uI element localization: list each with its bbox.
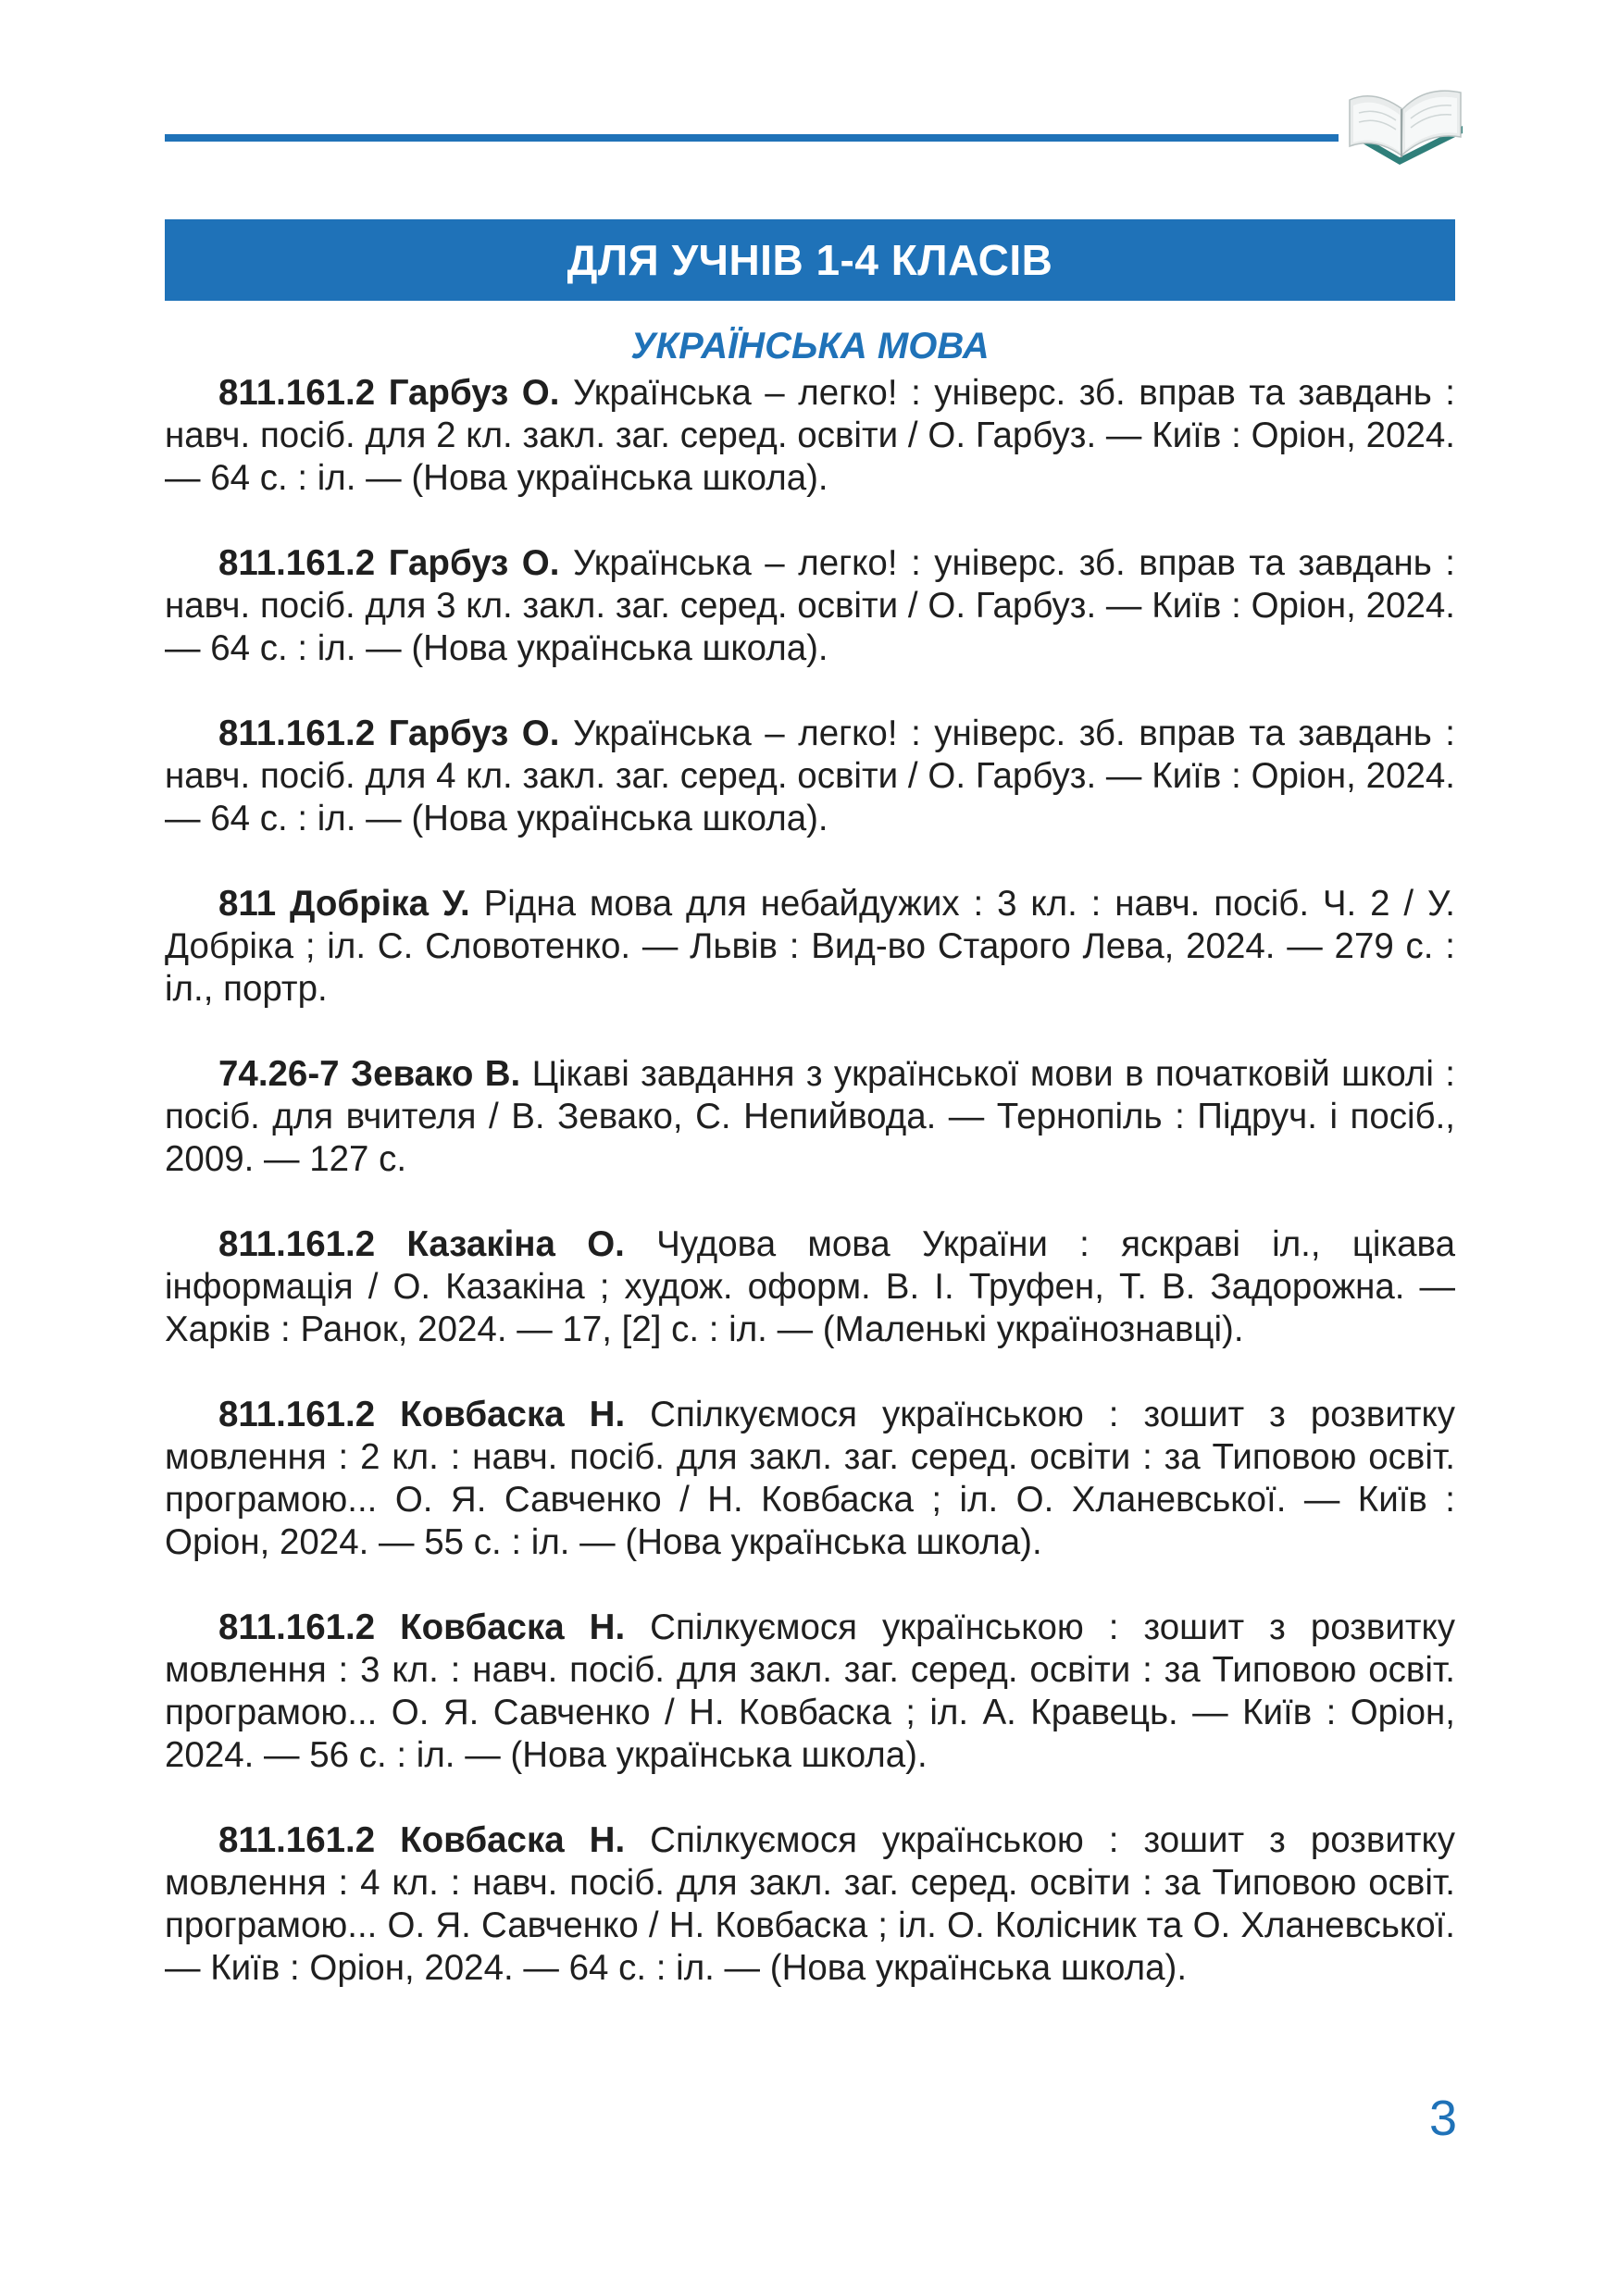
entry-text: Спілкуємося українською : зошит з розвитку мовлення : 4 кл. : навч. посіб. для закл. заг. серед. освіти : за Типовою освіт. програмою... О. Я. Савченко / Н. Ковбаска ; іл. О. Колісник та О. Хланевської. — Київ : Оріон, 2024. — 64 с. : іл. — (Нова українська школа).	[165, 1820, 1455, 1988]
header-rule	[165, 134, 1339, 142]
bibliography-entry	[165, 372, 1455, 500]
bibliography-entry	[165, 542, 1455, 670]
entry-text: Спілкуємося українською : зошит з розвитку мовлення : 2 кл. : навч. посіб. для закл. заг. серед. освіти : за Типовою освіт. програмою... О. Я. Савченко / Н. Ковбаска ; іл. О. Хланевської. — Київ : Оріон, 2024. — 55 с. : іл. — (Нова українська школа).	[165, 1395, 1455, 1562]
page-number: 3	[1428, 2091, 1457, 2146]
bibliography-entry	[165, 1394, 1455, 1564]
bibliography-entry	[165, 1053, 1455, 1181]
entry-heading: 811.161.2 Гарбуз О.	[218, 373, 560, 413]
entry-heading: 74.26-7 Зевако В.	[218, 1054, 521, 1094]
entry-text: Українська – легко! : універс. зб. вправ та завдань : навч. посіб. для 3 кл. закл. заг. серед. освіти / О. Гарбуз. — Київ : Оріон, 2024. — 64 с. : іл. — (Нова українська школа).	[165, 543, 1455, 668]
entry-heading: 811.161.2 Гарбуз О.	[218, 714, 560, 753]
subsection-title: УКРАЇНСЬКА МОВА	[630, 326, 990, 366]
bibliography-entry	[165, 713, 1455, 840]
entry-text: Українська – легко! : універс. зб. вправ та завдань : навч. посіб. для 2 кл. закл. заг. серед. освіти / О. Гарбуз. — Київ : Оріон, 2024. — 64 с. : іл. — (Нова українська школа).	[165, 373, 1455, 498]
entry-heading: 811 Добріка У.	[218, 884, 470, 924]
entry-heading: 811.161.2 Ковбаска Н.	[218, 1607, 626, 1647]
entry-heading: 811.161.2 Ковбаска Н.	[218, 1820, 626, 1860]
entry-text: Цікаві завдання з української мови в початковій школі : посіб. для вчителя / В. Зевако, С. Непийвода. — Тернопіль : Підруч. і посіб., 2009. — 127 с.	[165, 1054, 1455, 1179]
entry-text: Рідна мова для небайдужих : 3 кл. : навч. посіб. Ч. 2 / У. Добріка ; іл. С. Словотенко. — Львів : Вид-во Старого Лева, 2024. — 279 с. : іл., портр.	[165, 884, 1455, 1009]
entry-text: Чудова мова України : яскраві іл., цікава інформація / О. Казакіна ; худож. оформ. В. І. Труфен, Т. В. Задорожна. — Харків : Ранок, 2024. — 17, [2] с. : іл. — (Маленькі українознавці).	[165, 1224, 1455, 1349]
entry-heading: 811.161.2 Ковбаска Н.	[218, 1395, 626, 1434]
entry-text: Спілкуємося українською : зошит з розвитку мовлення : 3 кл. : навч. посіб. для закл. заг. серед. освіти : за Типовою освіт. програмою... О. Я. Савченко / Н. Ковбаска ; іл. А. Кравець. — Київ : Оріон, 2024. — 56 с. : іл. — (Нова українська школа).	[165, 1607, 1455, 1775]
bibliography-entry	[165, 883, 1455, 1011]
open-book-icon	[1333, 72, 1472, 174]
entry-heading: 811.161.2 Гарбуз О.	[218, 543, 560, 583]
bibliography-entry	[165, 1819, 1455, 1990]
bibliography-entry	[165, 1223, 1455, 1351]
bibliography-entry	[165, 1607, 1455, 1777]
entry-heading: 811.161.2 Казакіна О.	[218, 1224, 625, 1264]
entry-text: Українська – легко! : універс. зб. вправ та завдань : навч. посіб. для 4 кл. закл. заг. серед. освіти / О. Гарбуз. — Київ : Оріон, 2024. — 64 с. : іл. — (Нова українська школа).	[165, 714, 1455, 838]
bibliography-list	[165, 372, 1455, 2032]
section-title-banner: ДЛЯ УЧНІВ 1-4 КЛАСІВ	[165, 219, 1455, 301]
